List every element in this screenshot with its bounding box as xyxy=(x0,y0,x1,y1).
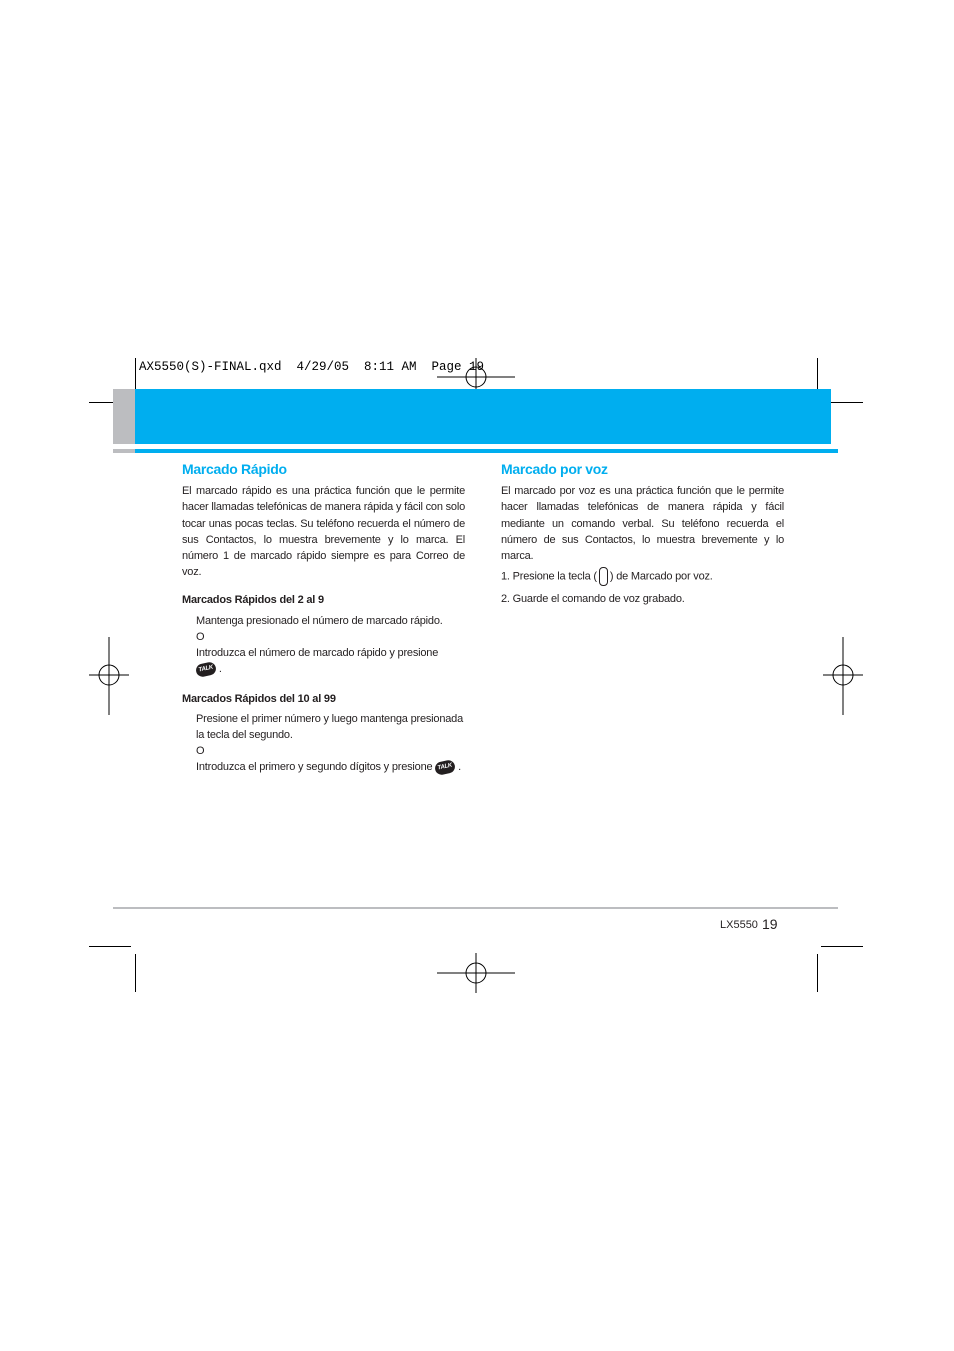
registration-mark-icon xyxy=(89,637,129,715)
s2-period: . xyxy=(458,761,461,773)
s2-step-enter xyxy=(196,759,471,775)
s1-step-enter xyxy=(196,645,465,661)
header-tab-gray xyxy=(113,389,135,444)
section-title-speed-dial: Marcado Rápido xyxy=(182,461,287,477)
crop-mark xyxy=(817,954,818,992)
registration-mark-icon xyxy=(437,953,515,993)
voice-step-1 xyxy=(501,567,784,586)
header-rule-gray xyxy=(113,449,135,453)
footer-rule xyxy=(113,907,838,909)
subsection-title-2-9: Marcados Rápidos del 2 al 9 xyxy=(182,594,324,606)
voice-step-2: 2. Guarde el comando de voz grabado. xyxy=(501,593,685,605)
speed-dial-intro: El marcado rápido es una práctica función que le permite hacer llamadas telefónicas de manera rápida y fácil con solo tocar unas pocas teclas. Su teléfono recuerda el número de sus Contactos, lo muestra brevemente y lo marca. El número 1 de marcado rápido siempre es para Correo de voz. xyxy=(182,485,465,579)
s2-step-press: Presione el primer número y luego mantenga presionada la tecla del segundo. xyxy=(196,713,464,742)
voice-dial-intro: El marcado por voz es una práctica función que le permite hacer llamadas telefónicas de manera rápida y fácil mediante un comando verbal. Su teléfono recuerda el número de sus Contactos, lo muestra brevemente y lo marca. xyxy=(501,485,784,563)
talk-key-icon: TALK xyxy=(434,759,456,776)
voice-step-1-post: ) de Marcado por voz. xyxy=(609,570,713,583)
s1-step-enter-end xyxy=(196,661,222,677)
page-number: 19 xyxy=(762,916,778,932)
header-band xyxy=(135,389,831,444)
crop-mark xyxy=(89,946,131,947)
registration-mark-icon xyxy=(823,637,863,715)
s1-or: O xyxy=(196,631,205,643)
s2-or: O xyxy=(196,745,205,757)
subsection-title-10-99: Marcados Rápidos del 10 al 99 xyxy=(182,693,336,705)
header-rule xyxy=(135,449,838,453)
s1-step-hold: Mantenga presionado el número de marcado rápido. xyxy=(196,615,443,627)
footer-model: LX5550 xyxy=(720,919,758,931)
crop-mark xyxy=(135,954,136,992)
crop-mark xyxy=(821,946,863,947)
section-title-voice-dial: Marcado por voz xyxy=(501,461,608,477)
print-slug: AX5550(S)-FINAL.qxd 4/29/05 8:11 AM Page 19 xyxy=(139,360,485,374)
s1-step-enter-text: Introduzca el número de marcado rápido y presione xyxy=(196,647,439,659)
s1-period: . xyxy=(218,663,222,675)
talk-key-icon: TALK xyxy=(195,661,217,678)
s2-step-enter-text: Introduzca el primero y segundo dígitos y presione xyxy=(196,761,433,773)
side-voice-key-icon xyxy=(599,567,608,586)
voice-step-1-pre: 1. Presione la tecla ( xyxy=(501,570,597,583)
